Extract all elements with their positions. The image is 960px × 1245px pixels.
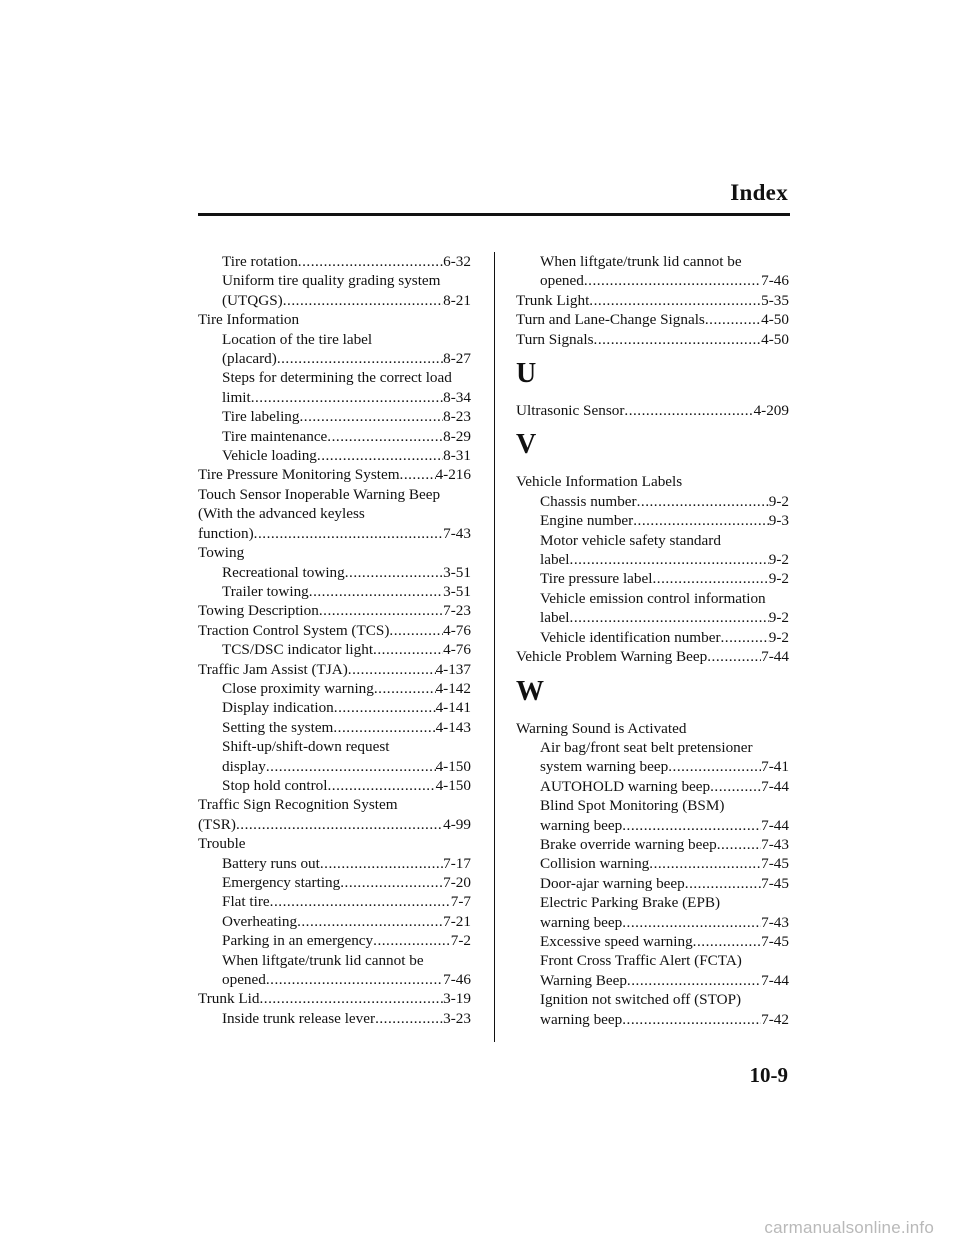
index-page-ref: 7-43	[761, 913, 789, 931]
index-entry-term: (UTQGS)	[222, 291, 283, 309]
index-page-ref: 7-42	[761, 1010, 789, 1028]
index-subentry-text: Electric Parking Brake (EPB)	[540, 894, 721, 912]
dot-leader	[622, 913, 761, 932]
index-entry	[516, 310, 789, 329]
index-page-ref: 4-76	[443, 621, 471, 639]
index-entry-term: Setting the system	[222, 718, 334, 736]
dot-leader	[707, 647, 761, 666]
index-entry-term: Battery runs out	[222, 854, 320, 872]
index-page-ref: 4-137	[435, 660, 471, 678]
index-subentry	[516, 511, 789, 530]
index-entry-heading: Trouble	[198, 835, 246, 853]
index-entry-term: system warning beep	[540, 758, 669, 776]
index-entry-heading: Vehicle Information Labels	[516, 473, 683, 491]
index-entry-heading: Touch Sensor Inoperable Warning Beep	[198, 485, 441, 503]
index-subentry	[198, 291, 471, 310]
index-page-ref: 4-50	[761, 311, 789, 329]
index-entry-term: warning beep	[540, 1010, 623, 1028]
index-page-ref: 7-46	[443, 971, 471, 989]
dot-leader	[400, 465, 436, 484]
index-entry-term: (TSR)	[198, 815, 236, 833]
dot-leader	[589, 291, 761, 310]
index-page-ref: 9-2	[768, 551, 789, 569]
dot-leader	[594, 330, 762, 349]
index-page-ref: 8-23	[443, 408, 471, 426]
dot-leader	[319, 601, 443, 620]
dot-leader	[236, 815, 443, 834]
index-entry-term: label	[540, 551, 570, 569]
index-page-ref: 7-23	[443, 602, 471, 620]
index-subentry-text: Shift-up/shift-down request	[222, 738, 390, 756]
dot-leader	[266, 970, 443, 989]
index-subentry	[198, 252, 471, 271]
dot-leader	[327, 427, 443, 446]
index-entry-term: Ultrasonic Sensor	[516, 402, 625, 420]
index-entry-term: Tire maintenance	[222, 427, 328, 445]
index-page-ref: 7-44	[761, 777, 789, 795]
index-page-ref: 4-216	[435, 466, 471, 484]
index-column-left	[198, 252, 471, 1028]
index-entry-term: Door-ajar warning beep	[540, 874, 685, 892]
index-entry	[516, 291, 789, 310]
index-subentry	[516, 913, 789, 932]
index-subentry-text: Location of the tire label	[222, 330, 373, 348]
dot-leader	[373, 640, 443, 659]
index-page-ref: 7-46	[761, 272, 789, 290]
index-subentry	[516, 854, 789, 873]
dot-leader	[320, 854, 443, 873]
index-entry-term: Parking in an emergency	[222, 932, 374, 950]
index-entry	[198, 989, 471, 1008]
index-page-ref: 7-45	[761, 855, 789, 873]
dot-leader	[721, 628, 769, 647]
section-letter: W	[516, 675, 544, 707]
index-subentry	[516, 271, 789, 290]
index-subentry	[516, 550, 789, 569]
index-subentry	[516, 628, 789, 647]
dot-leader	[333, 718, 435, 737]
dot-leader	[345, 563, 443, 582]
index-entry-term: Tire rotation	[222, 253, 298, 270]
dot-leader	[637, 492, 769, 511]
index-subentry	[516, 971, 789, 990]
index-subentry	[198, 873, 471, 892]
dot-leader	[297, 912, 443, 931]
index-entry	[198, 524, 471, 543]
index-page-ref: 9-3	[768, 512, 789, 530]
dot-leader	[283, 291, 443, 310]
index-subentry	[516, 569, 789, 588]
index-entry-term: Display indication	[222, 699, 334, 717]
index-entry-heading: (With the advanced keyless	[198, 505, 365, 523]
index-entry-term: Close proximity warning	[222, 679, 374, 697]
dot-leader	[633, 511, 769, 530]
index-page-ref: 6-32	[443, 253, 471, 270]
index-subentry	[516, 835, 789, 854]
index-subentry-text: When liftgate/trunk lid cannot be	[222, 951, 424, 969]
dot-leader	[309, 582, 443, 601]
index-subentry-text: Motor vehicle safety standard	[540, 531, 721, 549]
index-subentry	[198, 776, 471, 795]
index-entry-term: TCS/DSC indicator light	[222, 641, 374, 659]
index-entry-term: Vehicle Problem Warning Beep	[516, 648, 708, 666]
index-page-ref: 9-2	[768, 492, 789, 510]
index-entry-term: Brake override warning beep	[540, 835, 717, 853]
index-entry-term: Emergency starting	[222, 874, 341, 891]
index-entry-term: label	[540, 609, 570, 627]
index-entry-term: warning beep	[540, 913, 623, 931]
index-subentry	[198, 446, 471, 465]
index-subentry	[198, 427, 471, 446]
index-subentry	[516, 874, 789, 893]
index-page-ref: 9-2	[768, 609, 789, 627]
index-entry-term: Traffic Jam Assist (TJA)	[198, 660, 348, 678]
index-subentry	[198, 640, 471, 659]
index-subentry	[198, 698, 471, 717]
index-page-ref: 7-20	[443, 874, 471, 891]
dot-leader	[649, 854, 761, 873]
dot-leader	[717, 835, 761, 854]
dot-leader	[270, 892, 451, 911]
index-page-ref: 8-27	[443, 350, 471, 368]
index-subentry	[516, 492, 789, 511]
dot-leader	[277, 349, 443, 368]
index-page-ref: 7-17	[443, 854, 471, 872]
index-subentry	[198, 931, 471, 950]
dot-leader	[299, 407, 443, 426]
index-entry-term: Turn Signals	[516, 330, 594, 348]
dot-leader	[251, 388, 443, 407]
dot-leader	[710, 777, 761, 796]
index-entry	[516, 647, 789, 666]
index-page-ref: 9-2	[768, 628, 789, 646]
index-subentry	[516, 757, 789, 776]
index-page-ref: 7-43	[761, 835, 789, 853]
index-entry-term: Excessive speed warning	[540, 932, 693, 950]
index-page-ref: 3-23	[443, 1009, 471, 1027]
index-page-ref: 7-45	[761, 932, 789, 950]
index-entry	[198, 815, 471, 834]
index-subentry	[198, 970, 471, 989]
dot-leader	[373, 931, 451, 950]
index-entry-term: Vehicle loading	[222, 447, 317, 465]
dot-leader	[668, 757, 761, 776]
index-entry-term: Trunk Lid	[198, 990, 260, 1008]
index-entry-term: Turn and Lane-Change Signals	[516, 311, 705, 329]
index-subentry-text: Vehicle emission control information	[540, 589, 766, 607]
index-entry	[516, 330, 789, 349]
index-subentry	[516, 1010, 789, 1029]
index-entry-term: Vehicle identification number	[540, 628, 721, 646]
index-page-ref: 7-44	[761, 816, 789, 834]
index-entry-term: (placard)	[222, 350, 277, 368]
dot-leader	[327, 776, 435, 795]
dot-leader	[389, 621, 443, 640]
index-entry-heading: Warning Sound is Activated	[516, 719, 687, 737]
index-page-ref: 7-7	[450, 893, 471, 911]
dot-leader	[652, 569, 768, 588]
index-page-ref: 4-209	[753, 402, 789, 420]
index-entry-term: opened	[540, 272, 584, 290]
dot-leader	[570, 550, 769, 569]
dot-leader	[570, 608, 769, 627]
index-subentry	[198, 757, 471, 776]
dot-leader	[259, 989, 443, 1008]
index-page-ref: 4-143	[435, 718, 471, 736]
index-entry-term: Traction Control System (TCS)	[198, 621, 390, 639]
index-page-ref: 4-150	[435, 757, 471, 775]
page-number: 10-9	[749, 1063, 788, 1087]
dot-leader	[584, 271, 761, 290]
index-page-ref: 4-142	[435, 679, 471, 697]
index-subentry	[516, 608, 789, 627]
index-entry-heading: Tire Information	[198, 311, 300, 329]
index-subentry	[198, 912, 471, 931]
watermark: carmanualsonline.info	[764, 1218, 934, 1237]
dot-leader	[622, 1010, 761, 1029]
index-entry-term: Chassis number	[540, 492, 637, 510]
index-entry-term: Overheating	[222, 912, 298, 930]
index-entry-term: display	[222, 757, 266, 775]
index-page-ref: 4-99	[443, 815, 471, 833]
index-subentry	[516, 777, 789, 796]
dot-leader	[266, 757, 436, 776]
index-entry-term: opened	[222, 971, 266, 989]
dot-leader	[340, 873, 443, 892]
dot-leader	[374, 679, 436, 698]
index-subentry	[198, 563, 471, 582]
index-page-ref: 7-44	[761, 648, 789, 666]
index-entry-term: function)	[198, 524, 254, 542]
dot-leader	[624, 401, 753, 420]
index-page-ref: 7-2	[450, 932, 471, 950]
index-page-ref: 3-51	[443, 563, 471, 581]
index-page-ref: 4-141	[435, 699, 471, 717]
section-letter: U	[516, 358, 537, 390]
index-page-ref: 8-34	[443, 388, 471, 406]
index-subentry-text: Ignition not switched off (STOP)	[540, 991, 742, 1009]
index-subentry-text: Blind Spot Monitoring (BSM)	[540, 797, 725, 815]
index-entry	[516, 401, 789, 420]
index-subentry-text: Front Cross Traffic Alert (FCTA)	[540, 952, 742, 970]
index-subentry	[198, 854, 471, 873]
section-letter: V	[516, 429, 537, 461]
index-entry-term: Tire labeling	[222, 408, 300, 426]
index-entry-term: Flat tire	[222, 893, 270, 911]
index-entry-term: Recreational towing	[222, 563, 345, 581]
index-column-right	[516, 252, 789, 1029]
dot-leader	[298, 252, 443, 271]
index-entry-term: Collision warning	[540, 855, 650, 873]
index-subentry	[198, 892, 471, 911]
dot-leader	[334, 698, 436, 717]
index-subentry-text: Steps for determining the correct load	[222, 369, 452, 387]
index-page-ref: 9-2	[768, 570, 789, 588]
index-entry	[198, 601, 471, 620]
index-subentry	[198, 349, 471, 368]
index-entry-term: AUTOHOLD warning beep	[540, 777, 711, 795]
index-entry-term: Engine number	[540, 512, 634, 530]
dot-leader	[254, 524, 443, 543]
index-entry-term: limit	[222, 388, 251, 406]
dot-leader	[627, 971, 761, 990]
index-entry-term: Stop hold control	[222, 776, 328, 794]
index-page-ref: 5-35	[761, 291, 789, 309]
index-entry	[198, 621, 471, 640]
index-page-ref: 3-19	[443, 990, 471, 1008]
index-entry-term: Trunk Light	[516, 291, 590, 309]
index-page-ref: 7-21	[443, 912, 471, 930]
index-subentry	[198, 718, 471, 737]
dot-leader	[317, 446, 443, 465]
index-page-ref: 7-41	[761, 758, 789, 776]
index-entry-heading: Towing	[198, 544, 245, 562]
index-entry	[198, 660, 471, 679]
index-entry-heading: Traffic Sign Recognition System	[198, 796, 398, 814]
index-entry-term: Towing Description	[198, 602, 319, 620]
index-page-ref: 8-21	[443, 291, 471, 309]
dot-leader	[622, 816, 761, 835]
index-page-ref: 7-43	[443, 524, 471, 542]
index-subentry	[198, 679, 471, 698]
index-entry-term: Trailer towing	[222, 582, 309, 600]
header-rule	[198, 213, 790, 216]
index-entry-term: Tire Pressure Monitoring System	[198, 466, 400, 484]
index-subentry	[198, 1009, 471, 1028]
index-page-ref: 7-44	[761, 971, 789, 989]
dot-leader	[693, 932, 761, 951]
index-page-ref: 4-150	[435, 776, 471, 794]
dot-leader	[375, 1009, 443, 1028]
index-entry-term: Warning Beep	[540, 971, 627, 989]
index-page-ref: 4-76	[443, 641, 471, 659]
index-subentry	[198, 407, 471, 426]
dot-leader	[348, 660, 436, 679]
index-subentry-text: Air bag/front seat belt pretensioner	[540, 738, 753, 756]
index-page-ref: 4-50	[761, 330, 789, 348]
index-subentry	[516, 932, 789, 951]
index-subentry-text: Uniform tire quality grading system	[222, 272, 441, 290]
index-entry-term: Inside trunk release lever	[222, 1009, 376, 1027]
dot-leader	[685, 874, 761, 893]
column-divider	[494, 252, 495, 1042]
page-title: Index	[730, 180, 788, 205]
index-subentry	[516, 816, 789, 835]
index-subentry	[198, 388, 471, 407]
dot-leader	[705, 310, 761, 329]
index-entry-term: warning beep	[540, 816, 623, 834]
index-entry	[198, 465, 471, 484]
index-page-ref: 8-31	[443, 447, 471, 465]
index-subentry-text: When liftgate/trunk lid cannot be	[540, 253, 742, 270]
index-subentry	[198, 582, 471, 601]
index-entry-term: Tire pressure label	[540, 570, 653, 588]
index-page-ref: 7-45	[761, 874, 789, 892]
index-page-ref: 3-51	[443, 582, 471, 600]
index-page-ref: 8-29	[443, 427, 471, 445]
